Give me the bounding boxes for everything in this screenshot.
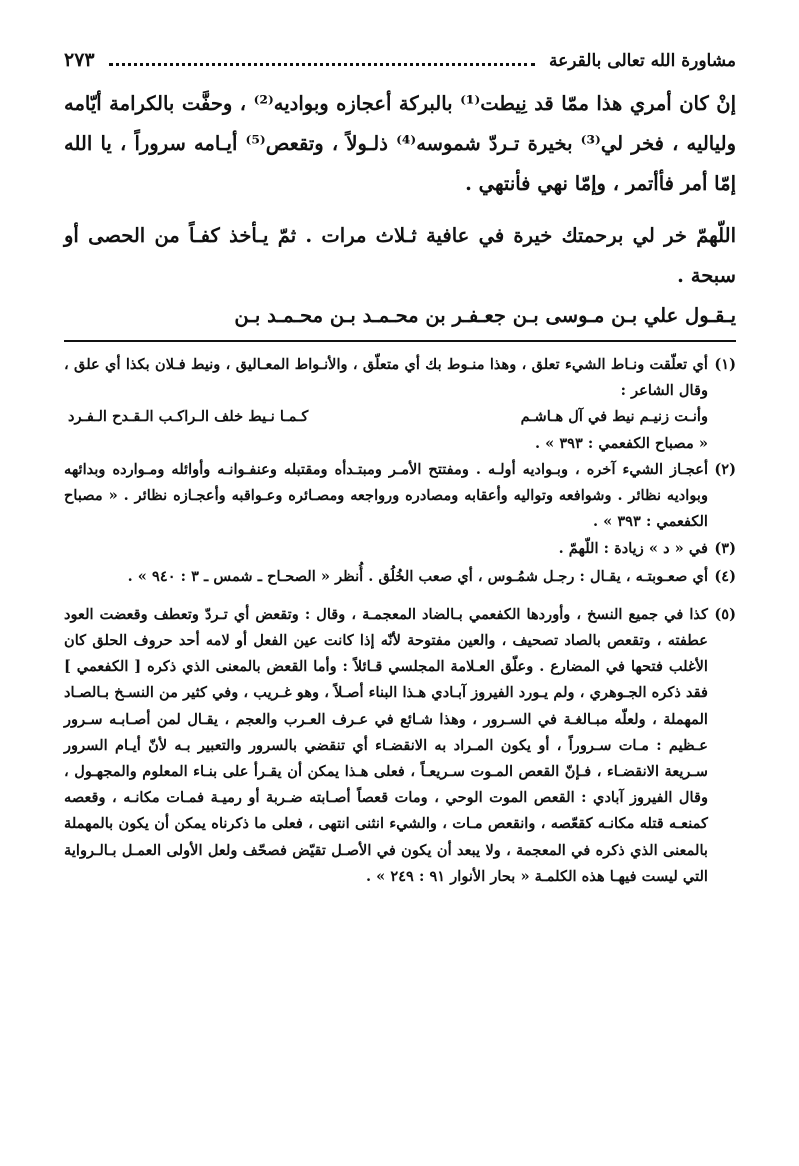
- footnote-label: (٥): [714, 605, 736, 623]
- footnote-3: [64, 536, 736, 562]
- footnote-body: [64, 602, 708, 890]
- footnote-body: [64, 564, 708, 590]
- running-title: مشاورة الله تعالى بالقرعة: [549, 51, 736, 71]
- footnote-citation: « مصباح الكفعمي : ٣٩٣ » .: [534, 434, 708, 452]
- footnote-body: [64, 352, 708, 404]
- footnote-label: (٢): [714, 460, 736, 478]
- footnotes: [64, 352, 736, 890]
- footnote-text: كذا في جميع النسخ ، وأوردها الكفعمي بـالضاد المعجمـة ، وقال : وتقعض أي تـردّ وتعطف وقعضت العود عطفته ، وتقعص بالصاد تصحيف ، والعين مفتوحة لأنّه إذا كانت عين الفعل أو لامه أحد حروف الحلق كان الأغلب فتحها في المضارع . وعلّق العـلامة المجلسي قـائلاً : وأما القعض بالمعنى الذي ذكره [ الكفعمي ] فقد ذكره الجـوهري ، ولم يـورد الفيروز آبـادي هـذا البناء أصـلاً ، وهو غـريب ، وفي كثير من النسـخ بـالصـاد المهملة ، ولعلّه مبـالغـة في السـرور ، وهذا شـائع في عـرف العـرب والعجم ، يقـال لمن أصـابـه سـرور عـظيم : مـات سـروراً ، أو يكون المـراد به الانقضـاء أي تنقضي بالسرور والتعبير بـه لأنّ أيـام السرور سـريعة الانقضـاء ، فـإنّ القعص المـوت سـريعـاً ، فعلى هـذا يمكن أن يقـرأ على بنـاء المعلوم والمجهـول ، وقال الفيروز آبادي : القعص الموت الوحي ، ومات قعصاً أصـابته ضـربة أو رميـة فمـات مكانـه ، وقعصه كمنعـه قتله مكانـه كقعّصه ، وانقعص مـات ، والشيء انثنى انتهى ، فعلى ما ذكرناه يمكن أن يكون بالمهملة بالمعنى الذي ذكره في المعجمة ، ولا يبعد أن يكون في الأصـل تقيّض فصحّف ولعل الأولى العمـل بـالـرواية التي ليست فيهـا هذه الكلمـة « بحار الأنوار ٩١ : ٢٤٩ » .: [64, 605, 708, 885]
- footnote-1: [64, 352, 736, 404]
- footnote-1-source: [64, 431, 736, 457]
- footnote-text: أي تعلّقت ونـاط الشيء تعلق ، وهذا منـوط بك أي متعلّق ، والأنـواط المعـاليق ، ونيط فـلان بكذا أي علق ، وقال الشاعر :: [64, 356, 708, 400]
- footnote-2: [64, 457, 736, 536]
- main-paragraph-2: اللّهمّ خر لي برحمتك خيرة في عافية ثـلاث مرات . ثمّ يـأخذ كفـاً من الحصى أو سبحة .: [64, 224, 736, 287]
- footnote-4: [64, 564, 736, 590]
- page-number: ٢٧٣: [64, 49, 95, 71]
- footnote-text: أي صعـوبتـه ، يقـال : رجـل شمُـوس ، أي صعب الخُلُق . أُنظر « الصحـاح ـ شمس ـ ٣ : ٩٤٠ » .: [127, 567, 708, 585]
- footnote-body: [64, 536, 708, 562]
- footnote-label: (١): [714, 356, 736, 373]
- book-page: [64, 44, 736, 890]
- footnote-label: (٤): [714, 567, 736, 585]
- verse-hemistich-2: كـمـا نـيط خلف الـراكـب الـقـدح الـفـرد: [68, 408, 309, 426]
- main-paragraph-3: يـقـول علي بـن مـوسى بـن جعـفـر بن محـمـد بـن محـمـد بـن: [234, 304, 736, 327]
- footnote-text: أعجـاز الشيء آخره ، وبـواديه أولـه . ومفتتح الأمـر ومبتـدأه ومقتبله وعنفـوانـه وأوائله ومـوارده وبدائهه وبواديه نظائر . وشوافعه وتواليه وأعقابه ومصادره ورواجعه ومصـائره وعـواقبه وأعجـازه نظائر . « مصباح الكفعمي : ٣٩٣ » .: [64, 460, 708, 531]
- footnote-body: [64, 457, 708, 536]
- running-header: [64, 44, 736, 84]
- footnote-text: في « د » زيادة : اللّهمّ .: [558, 540, 708, 558]
- footnote-separator: [64, 340, 736, 342]
- footnote-1-verse: [64, 404, 736, 430]
- footnote-5: [64, 602, 736, 890]
- main-text: [64, 84, 736, 336]
- main-paragraph-1: إنْ كان أمري هذا ممّا قد نِيطت⁽¹⁾ بالبركة أعجازه وبواديه⁽²⁾ ، وحفَّت بالكرامة أيّامه ولياليه ، فخر لي⁽³⁾ بخيرة تـردّ شموسه⁽⁴⁾ ذلـولاً ، وتقعص⁽⁵⁾ أيـامه سروراً ، يا الله إمّا أمر فأأتمر ، وإمّا نهي فأنتهي .: [64, 92, 736, 195]
- leader-dots: [109, 63, 535, 66]
- footnote-label: (٣): [714, 540, 736, 558]
- verse-hemistich-1: وأنـت زنيـم نيط في آل هـاشـم: [520, 408, 708, 426]
